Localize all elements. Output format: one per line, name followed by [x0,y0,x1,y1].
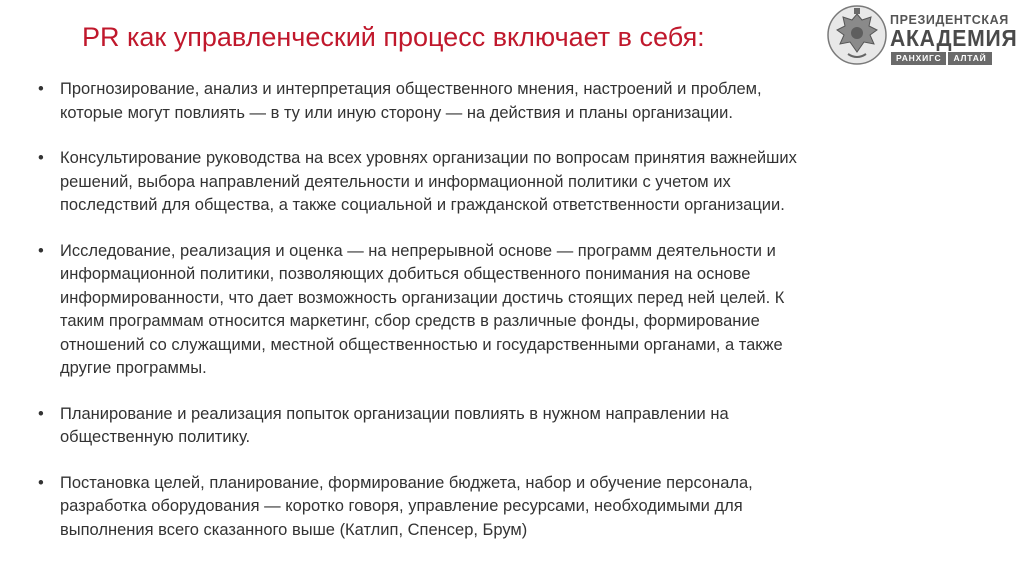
bullet-item [36,403,936,450]
eagle-crest-icon [826,4,888,66]
bullet-text-line: Консультирование руководства на всех уровнях организации по вопросам принятия важнейших [60,149,797,167]
bullet-item [36,78,936,125]
bullet-text-line: другие программы. [60,359,207,377]
bullet-item [36,472,936,543]
bullet-mark: • [38,404,44,423]
bullet-text-line: отношений со служащими, местной общественностью и государственными органами, а также [60,335,783,354]
academy-logo [826,4,1022,66]
bullet-text-line: Исследование, реализация и оценка — на непрерывной основе — программ деятельности и [60,241,776,260]
bullet-text-line: Постановка целей, планирование, формирование бюджета, набор и обучение персонала, [60,473,753,492]
bullet-text-line: решений, выбора направлений деятельности и информационной политики с учетом их [60,172,731,191]
bullet-text-line: общественную политику. [60,428,251,446]
bullet-text-line: выполнения всего сказанного выше (Катлип, Спенсер, Брум) [60,520,528,539]
bullet-text-line: информационной политики, позволяющих добиться общественного понимания на основе [60,265,751,283]
logo-tagline [891,52,992,65]
logo-line-2: АКАДЕМИЯ [890,25,1018,51]
bullet-text-line: последствий для общества, а также социальной и гражданской ответственности организации. [60,196,785,214]
slide-title: PR как управленческий процесс включает в себя: [82,22,705,52]
bullet-list [36,78,936,564]
bullet-item [36,147,936,218]
bullet-text-line: которые могут повлиять — в ту или иную сторону — на действия и планы организации. [60,103,733,122]
bullet-text-line: информированности, что дает возможность организации достичь стоящих перед ней целей. К [60,288,785,307]
bullet-mark: • [38,80,44,98]
bullet-text-line: Планирование и реализация попыток организации повлиять в нужном направлении на [60,404,729,423]
bullet-text-line: Прогнозирование, анализ и интерпретация общественного мнения, настроений и проблем, [60,80,762,98]
logo-tag-ranepa: РАНХИГС [891,52,946,65]
bullet-mark: • [38,473,44,492]
bullet-mark: • [38,241,44,260]
bullet-text-line: таким программам относится маркетинг, сбор средств в различные фонды, формирование [60,312,760,330]
logo-line-1: ПРЕЗИДЕНТСКАЯ [890,13,1009,27]
logo-tag-altai: АЛТАЙ [948,52,991,65]
bullet-mark: • [38,149,44,167]
bullet-text-line: разработка оборудования — коротко говоря, управление ресурсами, необходимыми для [60,497,743,515]
bullet-item [36,240,936,381]
